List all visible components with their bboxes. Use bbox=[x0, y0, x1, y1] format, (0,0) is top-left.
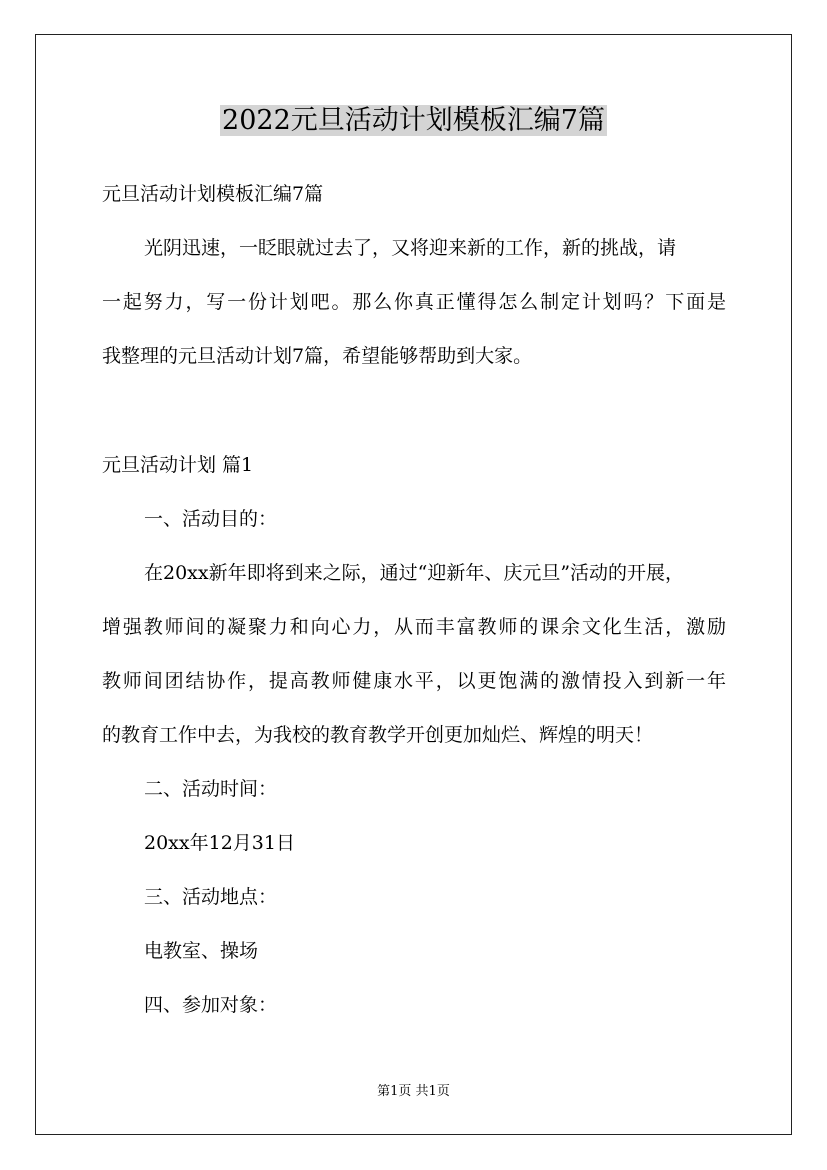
location-value: 电教室、操场 bbox=[144, 940, 259, 962]
purpose-line-4: 的教育工作中去，为我校的教育教学开创更加灿烂、辉煌的明天！ bbox=[102, 724, 654, 746]
purpose-heading: 一、活动目的： bbox=[144, 508, 278, 530]
location-heading: 三、活动地点： bbox=[144, 886, 278, 908]
document-subtitle: 元旦活动计划模板汇编7篇 bbox=[102, 183, 324, 205]
time-value: 20xx年12月31日 bbox=[144, 832, 295, 854]
page-footer: 第1页 共1页 bbox=[377, 1084, 450, 1099]
intro-line-3: 我整理的元旦活动计划7篇，希望能够帮助到大家。 bbox=[102, 345, 533, 367]
intro-line-1: 光阴迅速，一眨眼就过去了，又将迎来新的工作，新的挑战，请 bbox=[144, 237, 677, 259]
purpose-line-2: 增强教师间的凝聚力和向心力，从而丰富教师的课余文化生活，激励 bbox=[102, 616, 726, 638]
section-title: 元旦活动计划 篇1 bbox=[102, 454, 254, 476]
participants-heading: 四、参加对象： bbox=[144, 994, 278, 1016]
purpose-line-3: 教师间团结协作，提高教师健康水平，以更饱满的激情投入到新一年 bbox=[102, 670, 726, 692]
purpose-line-1: 在20xx新年即将到来之际，通过“迎新年、庆元旦”活动的开展， bbox=[144, 562, 685, 584]
time-heading: 二、活动时间： bbox=[144, 778, 278, 800]
intro-line-2: 一起努力，写一份计划吧。那么你真正懂得怎么制定计划吗？下面是 bbox=[102, 291, 726, 313]
document-title: 2022元旦活动计划模板汇编7篇 bbox=[222, 105, 605, 136]
